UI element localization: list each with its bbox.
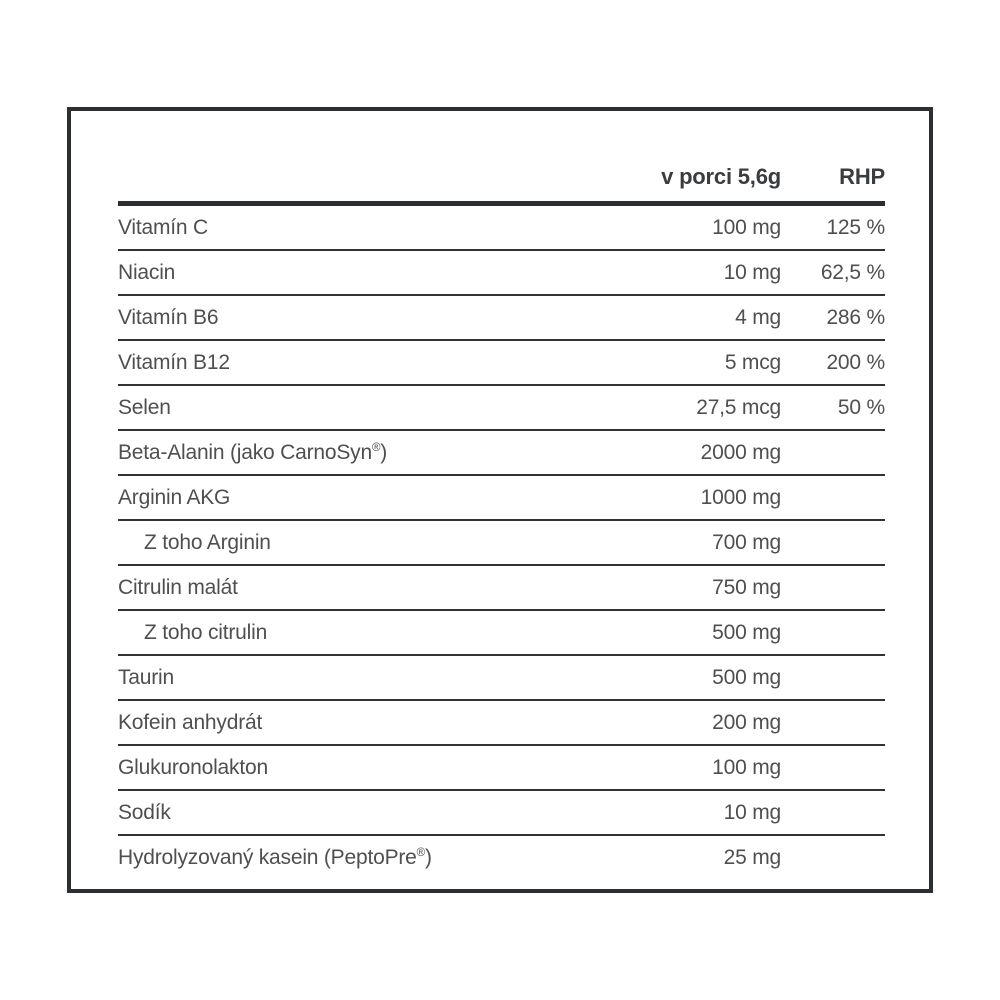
rhp-value: 50 %: [837, 395, 885, 419]
amount-value: 5 mcg: [724, 350, 781, 374]
table-row: [118, 566, 885, 611]
rhp-value: 200 %: [826, 350, 885, 374]
table-row: [118, 701, 885, 746]
amount-value: 10 mg: [723, 260, 781, 284]
table-row: [118, 746, 885, 791]
ingredient-name: Taurin: [118, 665, 174, 689]
amount-value: 100 mg: [712, 755, 781, 779]
ingredient-name: Sodík: [118, 800, 171, 824]
ingredient-name: Z toho citrulin: [144, 620, 268, 644]
amount-value: 27,5 mcg: [696, 395, 781, 419]
ingredient-name: Arginin AKG: [118, 485, 231, 509]
table-body: [118, 206, 885, 879]
table-row: [118, 476, 885, 521]
ingredient-name: Glukuronolakton: [118, 755, 268, 779]
amount-value: 700 mg: [712, 530, 781, 554]
ingredient-name: Selen: [118, 395, 171, 419]
amount-value: 100 mg: [712, 215, 781, 239]
table-row: [118, 791, 885, 836]
ingredient-name: Citrulin malát: [118, 575, 238, 599]
table-row: [118, 341, 885, 386]
ingredient-name: Vitamín C: [118, 215, 209, 239]
table-header-row: [118, 111, 885, 206]
table-row: [118, 656, 885, 701]
header-rhp-label: RHP: [839, 164, 885, 189]
amount-value: 4 mg: [735, 305, 781, 329]
ingredient-name: Niacin: [118, 260, 176, 284]
rhp-value: 286 %: [826, 305, 885, 329]
table-row: [118, 206, 885, 251]
table-row: [118, 836, 885, 879]
amount-value: 500 mg: [712, 620, 781, 644]
ingredient-name: Beta-Alanin (jako CarnoSyn®): [118, 440, 388, 464]
table-row: [118, 386, 885, 431]
amount-value: 750 mg: [712, 575, 781, 599]
ingredient-name: Kofein anhydrát: [118, 710, 263, 734]
rhp-value: 62,5 %: [820, 260, 885, 284]
ingredient-name: Vitamín B12: [118, 350, 230, 374]
table-row: [118, 521, 885, 566]
table-row: [118, 431, 885, 476]
ingredient-name: Vitamín B6: [118, 305, 219, 329]
amount-value: 10 mg: [723, 800, 781, 824]
rhp-value: 125 %: [826, 215, 885, 239]
amount-value: 200 mg: [712, 710, 781, 734]
supplement-facts-table: [67, 107, 933, 893]
ingredient-name: Z toho Arginin: [144, 530, 271, 554]
header-serving-label: v porci 5,6g: [661, 164, 781, 189]
table-row: [118, 611, 885, 656]
table-row: [118, 296, 885, 341]
amount-value: 500 mg: [712, 665, 781, 689]
ingredient-name: Hydrolyzovaný kasein (PeptoPre®): [118, 845, 432, 869]
amount-value: 1000 mg: [700, 485, 781, 509]
table-row: [118, 251, 885, 296]
amount-value: 2000 mg: [700, 440, 781, 464]
amount-value: 25 mg: [723, 845, 781, 869]
